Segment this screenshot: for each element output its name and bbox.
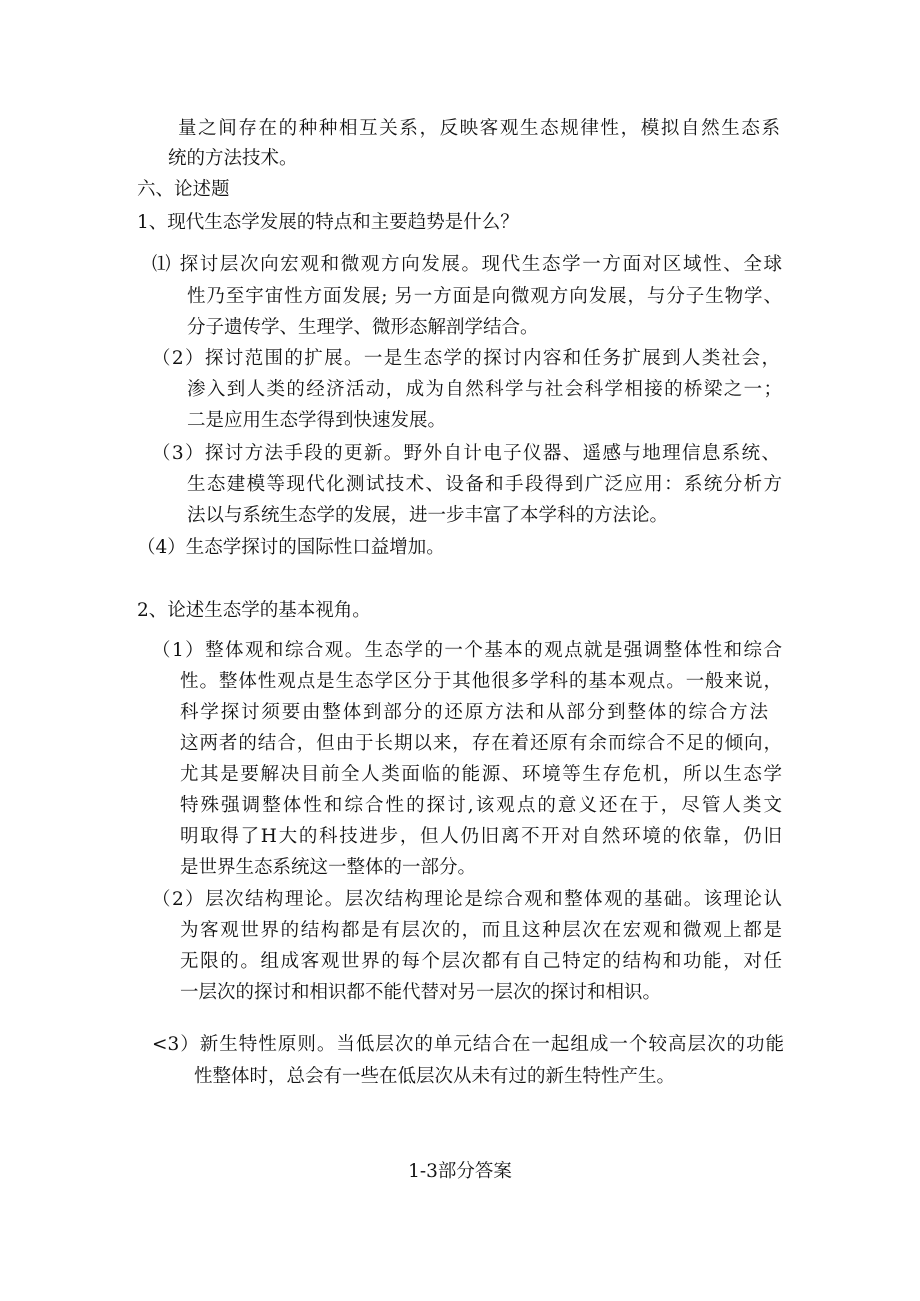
answer-line: 分子遗传学、生理学、微形态解剖学结合。 xyxy=(187,317,539,338)
answer-line: 二是应用生态学得到快速发展。 xyxy=(187,410,447,431)
answer-line: 渗入到人类的经济活动，成为自然科学与社会科学相接的桥梁之一； xyxy=(187,379,782,400)
answer-line: 为客观世界的结构都是有层次的，而且这种层次在宏观和微观上都是 xyxy=(180,920,782,941)
answer-line: 生态建模等现代化测试技术、设备和手段得到广泛应用：系统分析方 xyxy=(187,474,782,495)
answer-line: 性。整体性观点是生态学区分于其他很多学科的基本观点。一般来说， xyxy=(180,671,782,692)
answer-line: 科学探讨须要由整体到部分的还原方法和从部分到整体的综合方法 xyxy=(180,702,768,723)
answer-line: 性整体时，总会有一些在低层次从未有过的新生特性产生。 xyxy=(194,1066,676,1087)
answer-line: 明取得了H大的科技进步，但人仍旧离不开对自然环境的依靠，仍旧 xyxy=(180,826,782,847)
answer-line: 尤其是要解决目前全人类面临的能源、环境等生存危机，所以生态学 xyxy=(180,764,782,785)
intro-line: 量之间存在的种种相互关系，反映客观生态规律性，模拟自然生态系 xyxy=(178,118,780,139)
section-heading: 六、论述题 xyxy=(137,179,230,200)
answer-line: （3）探讨方法手段的更新。野外自计电子仪器、遥感与地理信息系统、 xyxy=(152,443,780,464)
answer-line: 一层次的探讨和相识都不能代替对另一层次的探讨和相识。 xyxy=(180,982,662,1003)
intro-line: 统的方法技术。 xyxy=(168,148,298,169)
answer-line: 无限的。组成客观世界的每个层次都有自己特定的结构和功能，对任 xyxy=(180,951,782,972)
answer-line: 特殊强调整体性和综合性的探讨,该观点的意义还在于，尽管人类文 xyxy=(180,795,782,816)
question-title: 1、现代生态学发展的特点和主要趋势是什么？ xyxy=(137,212,519,233)
answer-line: 法以与系统生态学的发展，进一步丰富了本学科的方法论。 xyxy=(187,505,669,526)
answer-line: （1）整体观和综合观。生态学的一个基本的观点就是强调整体性和综合 xyxy=(152,640,782,661)
answer-line: （2）层次结构理论。层次结构理论是综合观和整体观的基础。该理论认 xyxy=(152,889,782,910)
answer-line: 性乃至宇宙性方面发展; 另一方面是向微观方向发展，与分子生物学、 xyxy=(187,286,782,307)
answer-line: 这两者的结合，但由于长期以来，存在着还原有余而综合不足的倾向， xyxy=(180,733,782,754)
answer-line: <3）新生特性原则。当低层次的单元结合在一起组成一个较高层次的功能 xyxy=(152,1034,784,1055)
answer-line: 是世界生态系统这一整体的一部分。 xyxy=(180,857,477,878)
answer-line: （2）探讨范围的扩展。一是生态学的探讨内容和任务扩展到人类社会， xyxy=(152,348,780,369)
answer-line: ⑴ 探讨层次向宏观和微观方向发展。现代生态学一方面对区域性、全球 xyxy=(152,254,782,275)
page-footer: 1-3部分答案 xyxy=(408,1161,512,1182)
question-title: 2、论述生态学的基本视角。 xyxy=(137,600,371,621)
answer-line: （4）生态学探讨的国际性口益增加。 xyxy=(137,537,445,558)
